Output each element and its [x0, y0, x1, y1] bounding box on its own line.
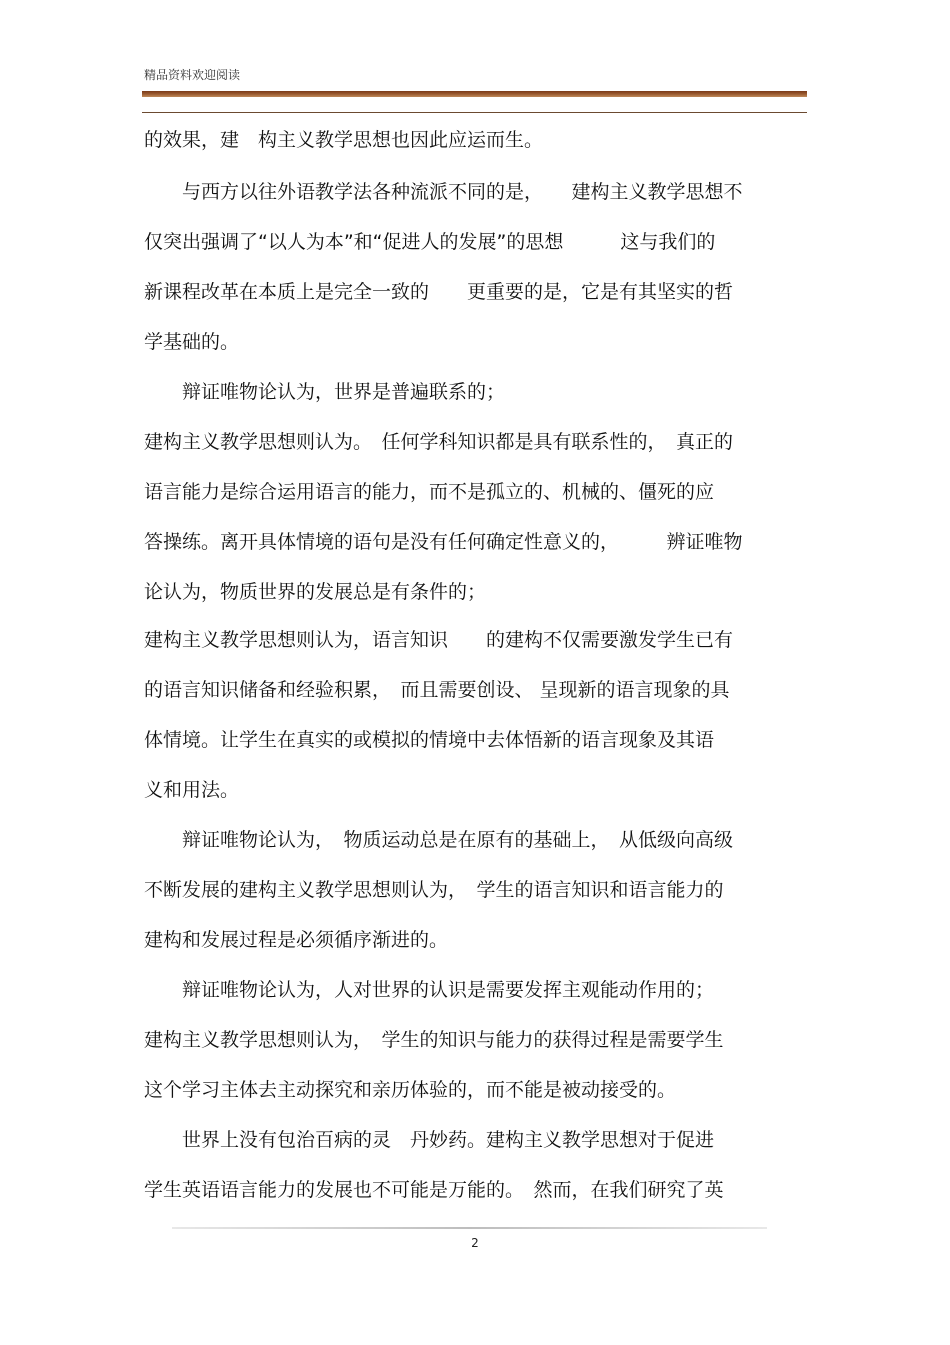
footer-rule — [172, 1227, 767, 1229]
text-line: 论认为，物质世界的发展总是有条件的； — [144, 581, 487, 603]
page-number: 2 — [471, 1236, 479, 1250]
header-rule-thin — [142, 112, 807, 113]
text-line: 辩证唯物论认为，人对世界的认识是需要发挥主观能动作用的； — [144, 979, 715, 1001]
text-line: 的语言知识储备和经验积累， 而且需要创设、 呈现新的语言现象的具 — [144, 679, 730, 701]
text-line: 学生英语语言能力的发展也不可能是万能的。 然而，在我们研究了英 — [144, 1179, 724, 1201]
text-line: 世界上没有包治百病的灵 丹妙药。建构主义教学思想对于促进 — [144, 1129, 715, 1151]
text-line: 答操练。离开具体情境的语句是没有任何确定性意义的， 辨证唯物 — [144, 531, 743, 553]
text-line: 建构主义教学思想则认为，语言知识 的建构不仅需要激发学生已有 — [144, 629, 734, 651]
text-line: 建构和发展过程是必须循序渐进的。 — [144, 929, 449, 951]
text-line: 辩证唯物论认为，世界是普遍联系的； — [144, 381, 506, 403]
header-title: 精品资料欢迎阅读 — [144, 68, 241, 82]
header-rule-thick — [142, 91, 807, 97]
text-line: 的效果，建 构主义教学思想也因此应运而生。 — [144, 129, 544, 151]
text-line: 语言能力是综合运用语言的能力，而不是孤立的、机械的、僵死的应 — [144, 481, 715, 503]
text-line: 体情境。让学生在真实的或模拟的情境中去体悟新的语言现象及其语 — [144, 729, 715, 751]
text-line: 新课程改革在本质上是完全一致的 更重要的是，它是有其坚实的哲 — [144, 281, 734, 303]
text-line: 义和用法。 — [144, 779, 240, 801]
text-line: 与西方以往外语教学法各种流派不同的是， 建构主义教学思想不 — [144, 181, 743, 203]
text-line: 仅突出强调了“以人为本”和“促进人的发展”的思想 这与我们的 — [144, 231, 716, 253]
text-line: 这个学习主体去主动探究和亲历体验的，而不能是被动接受的。 — [144, 1079, 677, 1101]
text-line: 建构主义教学思想则认为。 任何学科知识都是具有联系性的， 真正的 — [144, 431, 734, 453]
text-line: 辩证唯物论认为， 物质运动总是在原有的基础上， 从低级向高级 — [144, 829, 734, 851]
text-line: 不断发展的建构主义教学思想则认为， 学生的语言知识和语言能力的 — [144, 879, 724, 901]
text-line: 学基础的。 — [144, 331, 240, 353]
text-line: 建构主义教学思想则认为， 学生的知识与能力的获得过程是需要学生 — [144, 1029, 724, 1051]
